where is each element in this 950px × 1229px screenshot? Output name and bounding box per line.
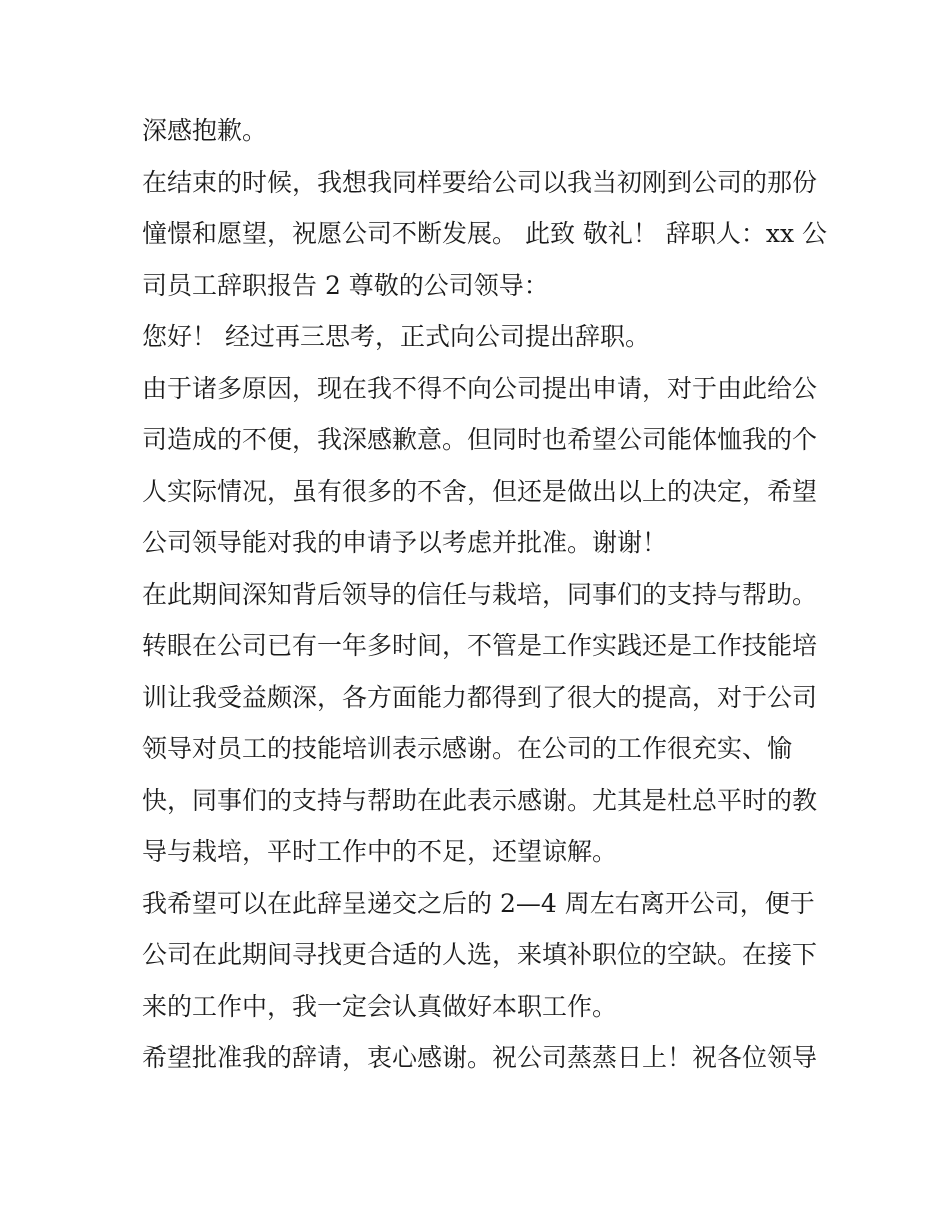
text-line: 来的工作中，我一定会认真做好本职工作。: [142, 991, 618, 1021]
text-line: 领导对员工的技能培训表示感谢。在公司的工作很充实、愉: [142, 734, 793, 763]
text-line: 快，同事们的支持与帮助在此表示感谢。尤其是杜总平时的教: [142, 785, 818, 815]
document-body: [142, 105, 827, 1084]
text-line: 深感抱歉。: [142, 116, 268, 145]
text-line: 公司领导能对我的申请予以考虑并批准。谢谢！: [142, 528, 668, 557]
text-line: 人实际情况，虽有很多的不舍，但还是做出以上的决定，希望: [142, 476, 818, 506]
text-line: 我希望可以在此辞呈递交之后的 2—4 周左右离开公司，便于: [142, 888, 815, 918]
text-line: 司员工辞职报告 2 尊敬的公司领导：: [142, 270, 549, 300]
text-line: 导与栽培，平时工作中的不足，还望谅解。: [142, 837, 618, 866]
text-line: 司造成的不便，我深感歉意。但同时也希望公司能体恤我的个: [142, 425, 818, 454]
text-line: 转眼在公司已有一年多时间，不管是工作实践还是工作技能培: [142, 631, 818, 660]
text-line: 您好！ 经过再三思考，正式向公司提出辞职。: [142, 322, 650, 351]
text-line: 在结束的时候，我想我同样要给公司以我当初刚到公司的那份: [142, 167, 818, 197]
text-line: 训让我受益颇深，各方面能力都得到了很大的提高，对于公司: [142, 682, 818, 712]
text-line: 希望批准我的辞请，衷心感谢。祝公司蒸蒸日上！祝各位领导: [142, 1043, 818, 1072]
text-line: 憧憬和愿望，祝愿公司不断发展。 此致 敬礼！ 辞职人：xx 公: [142, 219, 827, 248]
text-line: 由于诸多原因，现在我不得不向公司提出申请，对于由此给公: [142, 373, 818, 403]
text-line: 公司在此期间寻找更合适的人选，来填补职位的空缺。在接下: [142, 940, 818, 969]
text-line: 在此期间深知背后领导的信任与栽培，同事们的支持与帮助。: [142, 579, 818, 609]
